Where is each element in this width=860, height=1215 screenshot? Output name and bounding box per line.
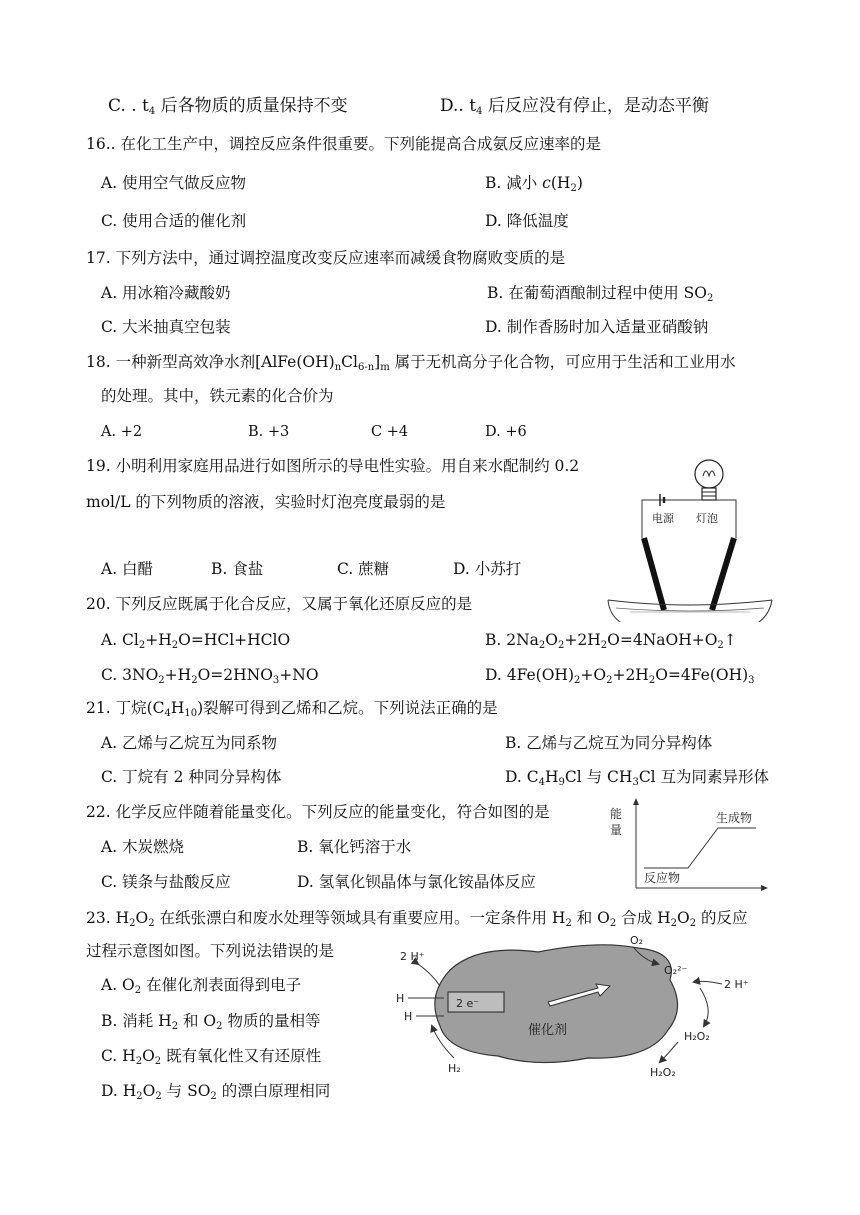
q23-stem: 23. $H_2O_2$ 在纸张漂白和废水处理等领域具有重要应用。一定条件用 $H_2$ 和 $O_2$ 合成 $H_2O_2$ 的反应 bbox=[86, 909, 748, 929]
product-label: 生成物 bbox=[716, 811, 753, 825]
q18-option-b: B. +3 bbox=[248, 424, 290, 440]
catalyst-label: 催化剂 bbox=[528, 1023, 568, 1038]
q17-option-c: C. 大米抽真空包装 bbox=[101, 318, 231, 336]
q22-option-c: C. 镁条与盐酸反应 bbox=[101, 873, 231, 891]
q17-option-b: B. 在葡萄酒酿制过程中使用 $SO_2$ bbox=[487, 284, 714, 304]
q18-option-d: D. +6 bbox=[485, 424, 527, 440]
q16-option-c: C. 使用合适的催化剂 bbox=[101, 212, 247, 230]
q16-stem: 16.. 在化工生产中，调控反应条件很重要。下列能提高合成氨反应速率的是 bbox=[86, 135, 602, 153]
q22-option-a: A. 木炭燃烧 bbox=[101, 838, 185, 856]
q19-stem: 19. 小明利用家庭用品进行如图所示的导电性实验。用自来水配制约 0.2 bbox=[86, 457, 580, 475]
q17-option-d: D. 制作香肠时加入适量亚硝酸钠 bbox=[485, 318, 709, 336]
q20-option-a: A. $Cl_2+H_2O=HCl+HClO$ bbox=[101, 631, 291, 651]
h-plus-right: 2 H⁺ bbox=[724, 978, 749, 991]
h-atom-bottom: H bbox=[404, 1010, 413, 1023]
power-source-label: 电源 bbox=[652, 512, 674, 525]
q21-option-d: D. $C_4H_9Cl$ 与 $CH_3Cl$ 互为同素异形体 bbox=[505, 768, 770, 788]
q21-option-c: C. 丁烷有 2 种同分异构体 bbox=[101, 768, 282, 786]
q19-option-b: B. 食盐 bbox=[211, 560, 264, 578]
o2-label: O₂ bbox=[630, 934, 644, 947]
q21-stem: 21. 丁烷$(C_4H_{10})$裂解可得到乙烯和乙烷。下列说法正确的是 bbox=[86, 699, 498, 719]
q22-stem: 22. 化学反应伴随着能量变化。下列反应的能量变化，符合如图的是 bbox=[86, 803, 550, 821]
bulb-label: 灯泡 bbox=[696, 512, 718, 525]
q23-option-d: D. $H_2O_2$ 与 $SO_2$ 的漂白原理相同 bbox=[101, 1082, 331, 1102]
q16-option-d: D. 降低温度 bbox=[485, 212, 569, 230]
q19-option-d: D. 小苏打 bbox=[453, 560, 522, 578]
y-axis-label-2: 量 bbox=[610, 823, 623, 837]
q20-option-d: D. $4Fe(OH)_2+O_2+2H_2O=4Fe(OH)_3$ bbox=[485, 666, 755, 686]
q20-option-c: C. $3NO_2+H_2O=2HNO_3+NO$ bbox=[101, 666, 319, 686]
h2o2-released-label: H₂O₂ bbox=[650, 1066, 676, 1079]
q17-stem: 17. 下列方法中，通过调控温度改变反应速率而减缓食物腐败变质的是 bbox=[86, 249, 566, 267]
q20-stem: 20. 下列反应既属于化合反应，又属于氧化还原反应的是 bbox=[86, 595, 473, 613]
q18-stem: 18. 一种新型高效净水剂$[AlFe(OH)_nCl_{6-n}]_m$ 属于无机高分子化合物，可应用于生活和工业用水 bbox=[86, 353, 736, 373]
q18-option-c: C +4 bbox=[371, 424, 409, 440]
q22-option-b: B. 氧化钙溶于水 bbox=[297, 838, 412, 856]
q22-option-d: D. 氢氧化钡晶体与氯化铵晶体反应 bbox=[297, 873, 536, 891]
conductivity-experiment-figure bbox=[600, 452, 790, 622]
h-atom-top: H bbox=[396, 992, 405, 1005]
electrons-label: 2 e⁻ bbox=[456, 997, 480, 1010]
q20-option-b: B. $2Na_2O_2+2H_2O=4NaOH+O_2↑$ bbox=[485, 631, 737, 651]
q19-option-a: A. 白醋 bbox=[101, 560, 154, 578]
q23-stem-line2: 过程示意图如图。下列说法错误的是 bbox=[86, 942, 335, 960]
q15-option-c: C. . $t_4$ 后各物质的质量保持不变 bbox=[108, 96, 348, 117]
q15-option-d: D.. $t_4$ 后反应没有停止，是动态平衡 bbox=[440, 96, 709, 117]
catalyst-process-figure bbox=[388, 930, 788, 1080]
q18-stem-line2: 的处理。其中，铁元素的化合价为 bbox=[101, 387, 334, 405]
h2-label: H₂ bbox=[448, 1062, 461, 1075]
q17-option-a: A. 用冰箱冷藏酸奶 bbox=[101, 284, 231, 302]
energy-diagram-figure bbox=[606, 796, 770, 896]
q18-option-a: A. +2 bbox=[101, 424, 143, 440]
q19-option-c: C. 蔗糖 bbox=[337, 560, 390, 578]
q23-option-b: B. 消耗 $H_2$ 和 $O_2$ 物质的量相等 bbox=[101, 1012, 321, 1032]
q23-option-c: C. $H_2O_2$ 既有氧化性又有还原性 bbox=[101, 1047, 322, 1067]
q23-option-a: A. $O_2$ 在催化剂表面得到电子 bbox=[101, 976, 302, 996]
h2o2-surface-label: H₂O₂ bbox=[684, 1030, 710, 1043]
peroxide-ion-label: O₂²⁻ bbox=[664, 964, 688, 977]
q21-option-a: A. 乙烯与乙烷互为同系物 bbox=[101, 734, 278, 752]
h-plus-left: 2 H⁺ bbox=[400, 950, 425, 963]
q21-option-b: B. 乙烯与乙烷互为同分异构体 bbox=[505, 734, 713, 752]
reactant-label: 反应物 bbox=[644, 871, 681, 885]
y-axis-label-1: 能 bbox=[610, 807, 623, 821]
q19-stem-line2: mol/L 的下列物质的溶液，实验时灯泡亮度最弱的是 bbox=[86, 493, 446, 511]
q16-option-b: B. 减小 $c(H_2)$ bbox=[485, 174, 583, 194]
q16-option-a: A. 使用空气做反应物 bbox=[101, 174, 247, 192]
